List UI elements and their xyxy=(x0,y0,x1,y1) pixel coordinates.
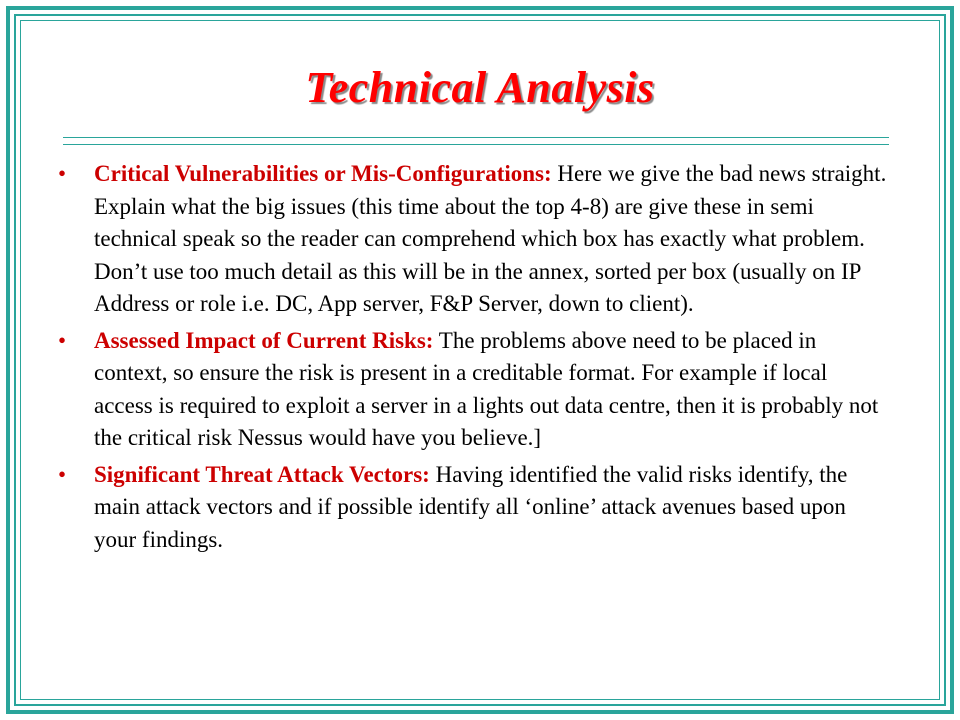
bullet-text: Having identified the valid risks identify, the main attack vectors and if possible identify all ‘online’ attack avenues based upon your findings. xyxy=(94,461,848,552)
bullet-item-threat-vectors xyxy=(58,459,890,557)
bullet-item-assessed-impact xyxy=(58,325,890,455)
bullet-lead: Assessed Impact of Current Risks: xyxy=(94,327,434,353)
slide-title: Technical Analysis xyxy=(305,63,655,112)
bullet-icon: • xyxy=(58,161,67,186)
title-divider-bottom xyxy=(63,144,889,145)
bullet-item-critical-vulnerabilities xyxy=(58,158,890,321)
bullet-text: Here we give the bad news straight. Explain what the big issues (this time about the top 4-8) are give these in semi technical speak so the reader can comprehend which box has exactly what problem. Don’t use too much detail as this will be in the annex, sorted per box (usually on IP Address or role i.e. DC, App server, F&P Server, down to client). xyxy=(94,161,887,316)
bullet-lead: Critical Vulnerabilities or Mis-Configurations: xyxy=(94,161,552,186)
bullet-text: The problems above need to be placed in context, so ensure the risk is present in a creditable format. For example if local access is required to exploit a server in a lights out data centre, then it is probably not the critical risk Nessus would have you believe.] xyxy=(94,327,879,450)
bullet-icon: • xyxy=(58,461,67,487)
title-divider-top xyxy=(63,137,889,138)
bullet-lead: Significant Threat Attack Vectors: xyxy=(94,461,430,487)
bullet-list xyxy=(58,158,890,560)
bullet-icon: • xyxy=(58,327,67,353)
